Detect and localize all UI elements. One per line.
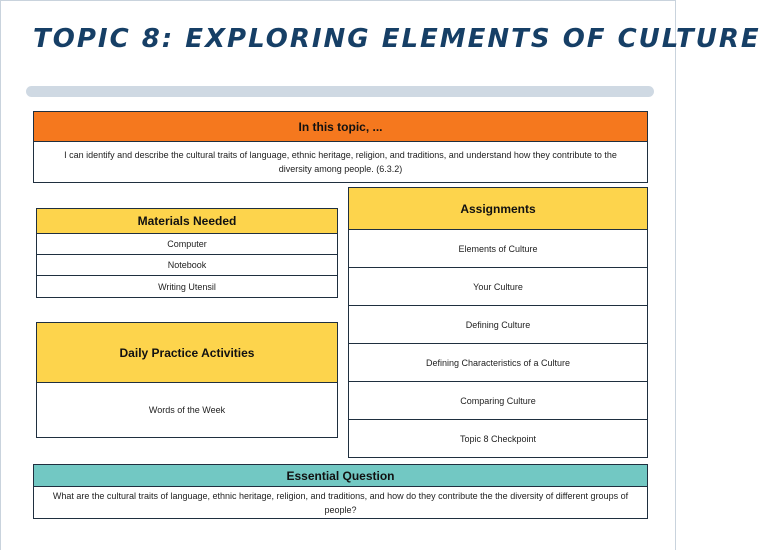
daily-practice-item: Words of the Week — [148, 405, 226, 415]
assignments-header: Assignments — [349, 188, 647, 230]
in-this-topic-header: In this topic, ... — [34, 112, 647, 142]
assignment-item: Defining Culture — [349, 306, 647, 344]
in-this-topic-text: I can identify and describe the cultural traits of language, ethnic heritage, religion, and traditions, and understand how they contribute to the diversity among people. (6.3.2) — [64, 150, 617, 174]
materials-item: Writing Utensil — [158, 281, 216, 292]
materials-item: Computer — [37, 234, 337, 255]
assignment-item: Comparing Culture — [349, 382, 647, 420]
assignment-item: Defining Characteristics of a Culture — [349, 344, 647, 382]
title-divider — [26, 86, 654, 97]
essential-question-header: Essential Question — [34, 465, 647, 487]
in-this-topic-box — [33, 111, 648, 183]
essential-question-text: What are the cultural traits of language, ethnic heritage, religion, and traditions, and how do they contribute the the diversity of different groups of people? — [52, 490, 629, 515]
materials-item: Notebook — [37, 255, 337, 276]
materials-box — [36, 208, 338, 298]
assignment-item: Topic 8 Checkpoint — [459, 433, 537, 444]
materials-header: Materials Needed — [37, 209, 337, 234]
assignments-box — [348, 187, 648, 458]
assignment-item: Elements of Culture — [349, 230, 647, 268]
daily-practice-header: Daily Practice Activities — [37, 323, 337, 383]
page-title: TOPIC 8: EXPLORING ELEMENTS OF CULTURE — [33, 24, 761, 54]
assignment-item: Your Culture — [349, 268, 647, 306]
daily-practice-box — [36, 322, 338, 438]
essential-question-box — [33, 464, 648, 519]
